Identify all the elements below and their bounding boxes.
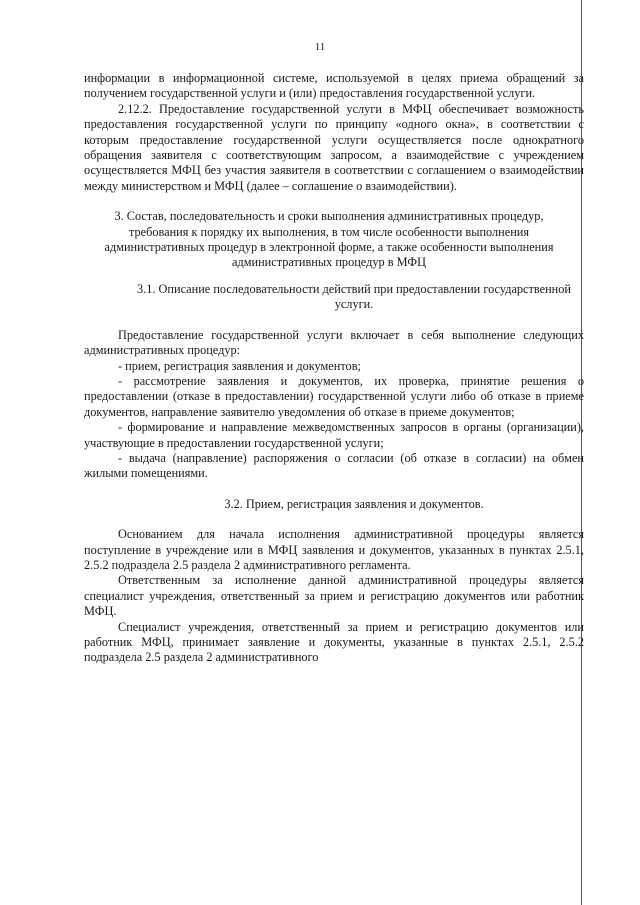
spacer: [84, 313, 584, 328]
document-body: [84, 71, 584, 666]
subsection-heading: 3.2. Прием, регистрация заявления и документов.: [224, 496, 484, 511]
body-paragraph: Предоставление государственной услуги включает в себя выполнение следующих административных процедур:: [84, 327, 584, 358]
list-item: - прием, регистрация заявления и документов;: [118, 358, 361, 373]
subsection-heading: 3.1. Описание последовательности действий при предоставлении государственной услуги.: [137, 281, 571, 312]
spacer: [84, 194, 584, 209]
section-heading: 3. Состав, последовательность и сроки выполнения административных процедур, требования к порядку их выполнения, в том числе особенности выполнения административных процедур в электронной форме, а также особенности выполнения административных процедур в МФЦ: [104, 209, 554, 270]
body-paragraph: Специалист учреждения, ответственный за прием и регистрацию документов или работник МФЦ, принимает заявление и документы, указанные в пунктах 2.5.1, 2.5.2 подраздела 2.5 раздела 2 административного: [84, 619, 584, 665]
body-paragraph: Основанием для начала исполнения административной процедуры является поступление в учреждение или в МФЦ заявления и документов, указанных в пунктах 2.5.1, 2.5.2 подраздела 2.5 раздела 2 административного регламента.: [84, 527, 584, 572]
list-item: - рассмотрение заявления и документов, их проверка, принятие решения о предоставлении (отказе в предоставлении) государственной услуги либо об отказе в приеме документов, направление заявителю уведомления об отказе в приеме документов;: [84, 373, 584, 419]
spacer: [84, 512, 584, 527]
page-number: 11: [314, 41, 326, 53]
continuation-paragraph: информации в информационной системе, используемой в целях приема обращений за получением государственной услуги и (или) предоставления государственной услуги.: [84, 71, 584, 101]
body-paragraph: Ответственным за исполнение данной административной процедуры является специалист учреждения, ответственный за прием и регистрацию документов или работник МФЦ.: [84, 573, 584, 619]
body-paragraph: 2.12.2. Предоставление государственной услуги в МФЦ обеспечивает возможность предоставления государственной услуги по принципу «одного окна», в соответствии с которым предоставление государственной услуги осуществляется после однократного обращения заявителя с соответствующим запросом, а взаимодействие с учреждением осуществляется МФЦ без участия заявителя в соответствии с соглашением о взаимодействии между министерством и МФЦ (далее – соглашение о взаимодействии).: [84, 101, 584, 193]
spacer: [84, 482, 584, 497]
spacer: [84, 271, 584, 282]
list-item: - формирование и направление межведомственных запросов в органы (организации), участвующие в предоставлении государственной услуги;: [84, 420, 584, 450]
list-item: - выдача (направление) распоряжения о согласии (об отказе в согласии) на обмен жилыми помещениями.: [84, 450, 584, 481]
